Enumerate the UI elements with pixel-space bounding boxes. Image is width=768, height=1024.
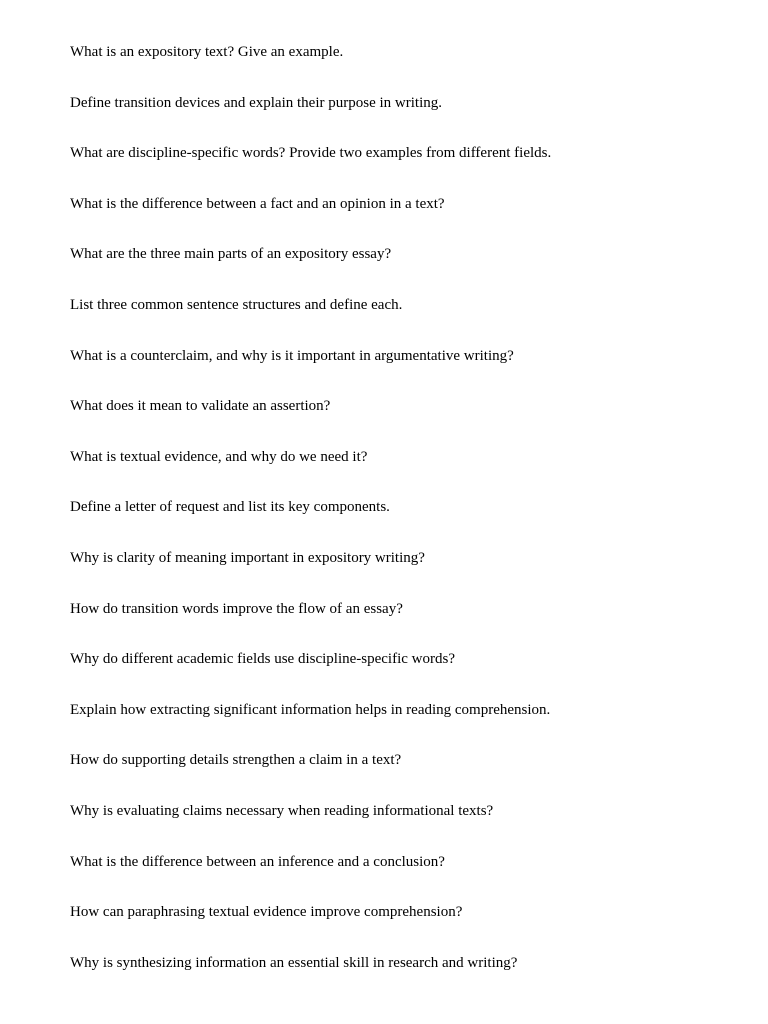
question-item: What is the difference between a fact and an opinion in a text? bbox=[70, 195, 445, 212]
question-item: Why is clarity of meaning important in expository writing? bbox=[70, 549, 425, 566]
question-item: What is a counterclaim, and why is it important in argumentative writing? bbox=[70, 347, 514, 364]
question-item: Why is synthesizing information an essential skill in research and writing? bbox=[70, 954, 518, 971]
question-item: What is the difference between an inference and a conclusion? bbox=[70, 853, 445, 870]
question-item: Explain how extracting significant information helps in reading comprehension. bbox=[70, 701, 551, 718]
question-item: What are the three main parts of an expository essay? bbox=[70, 246, 392, 263]
question-item: What are discipline-specific words? Provide two examples from different fields. bbox=[70, 145, 552, 162]
question-item: Why is evaluating claims necessary when reading informational texts? bbox=[70, 802, 494, 819]
question-item: How can paraphrasing textual evidence improve comprehension? bbox=[70, 904, 463, 921]
question-item: What is an expository text? Give an example. bbox=[70, 44, 344, 60]
question-item: Why do different academic fields use discipline-specific words? bbox=[70, 651, 455, 668]
question-item: What does it mean to validate an assertion? bbox=[70, 398, 331, 415]
question-item: List three common sentence structures and define each. bbox=[70, 296, 403, 313]
question-item: What is textual evidence, and why do we need it? bbox=[70, 448, 368, 465]
question-list bbox=[70, 41, 730, 1002]
question-item: Define transition devices and explain their purpose in writing. bbox=[70, 94, 442, 111]
question-item: Define a letter of request and list its key components. bbox=[70, 499, 390, 516]
question-item: How do supporting details strengthen a claim in a text? bbox=[70, 752, 402, 769]
question-item: How do transition words improve the flow of an essay? bbox=[70, 600, 403, 617]
